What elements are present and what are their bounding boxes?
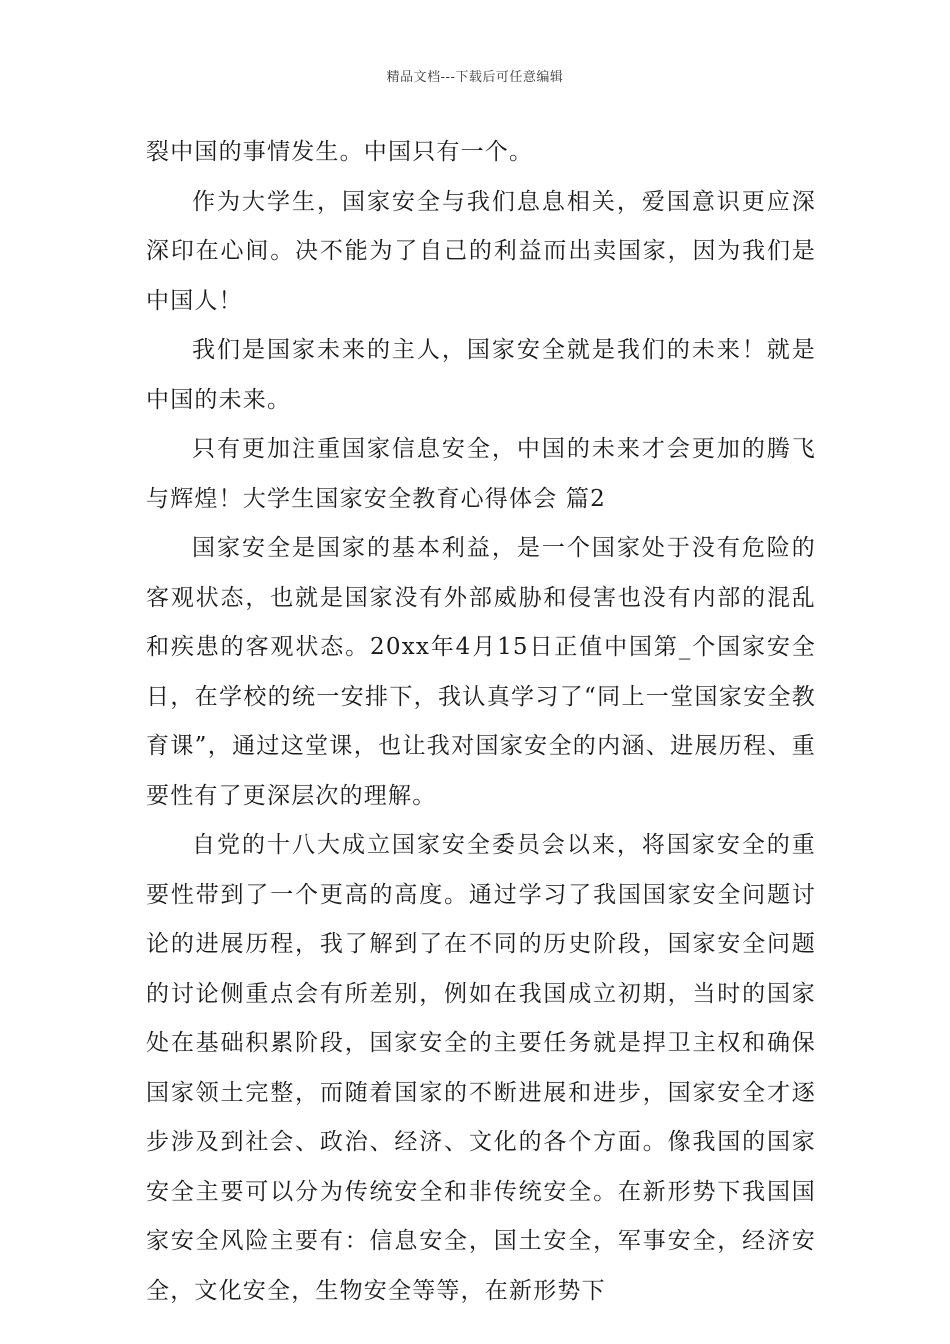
paragraph: 国家安全是国家的基本利益，是一个国家处于没有危险的客观状态，也就是国家没有外部威胁和侵害也没有内部的混乱和疾患的客观状态。20xx年4月15日正值中国第_个国家安全日，在学校的统一安排下，我认真学习了“同上一堂国家安全教育课”，通过这堂课，也让我对国家安全的内涵、进展历程、重要性有了更深层次的理解。 <box>146 535 816 809</box>
paragraph: 只有更加注重国家信息安全，中国的未来才会更加的腾飞与辉煌！大学生国家安全教育心得体会 篇2 <box>146 436 816 512</box>
paragraph: 裂中国的事情发生。中国只有一个。 <box>146 139 534 165</box>
page-header: 精品文档---下载后可任意编辑 <box>386 70 564 85</box>
paragraph: 我们是国家未来的主人，国家安全就是我们的未来！就是中国的未来。 <box>146 337 816 413</box>
paragraph: 自党的十八大成立国家安全委员会以来，将国家安全的重要性带到了一个更高的高度。通过学习了我国国家安全问题讨论的进展历程，我了解到了在不同的历史阶段，国家安全问题的讨论侧重点会有所差别，例如在我国成立初期，当时的国家处在基础积累阶段，国家安全的主要任务就是捍卫主权和确保国家领土完整，而随着国家的不断进展和进步，国家安全才逐步涉及到社会、政治、经济、文化的各个方面。像我国的国家安全主要可以分为传统安全和非传统安全。在新形势下我国国家安全风险主要有：信息安全，国土安全，军事安全，经济安全，文化安全，生物安全等等，在新形势下 <box>146 832 816 1304</box>
document-body <box>146 128 816 1316</box>
paragraph: 作为大学生，国家安全与我们息息相关，爱国意识更应深深印在心间。决不能为了自己的利益而出卖国家，因为我们是中国人！ <box>146 188 816 314</box>
